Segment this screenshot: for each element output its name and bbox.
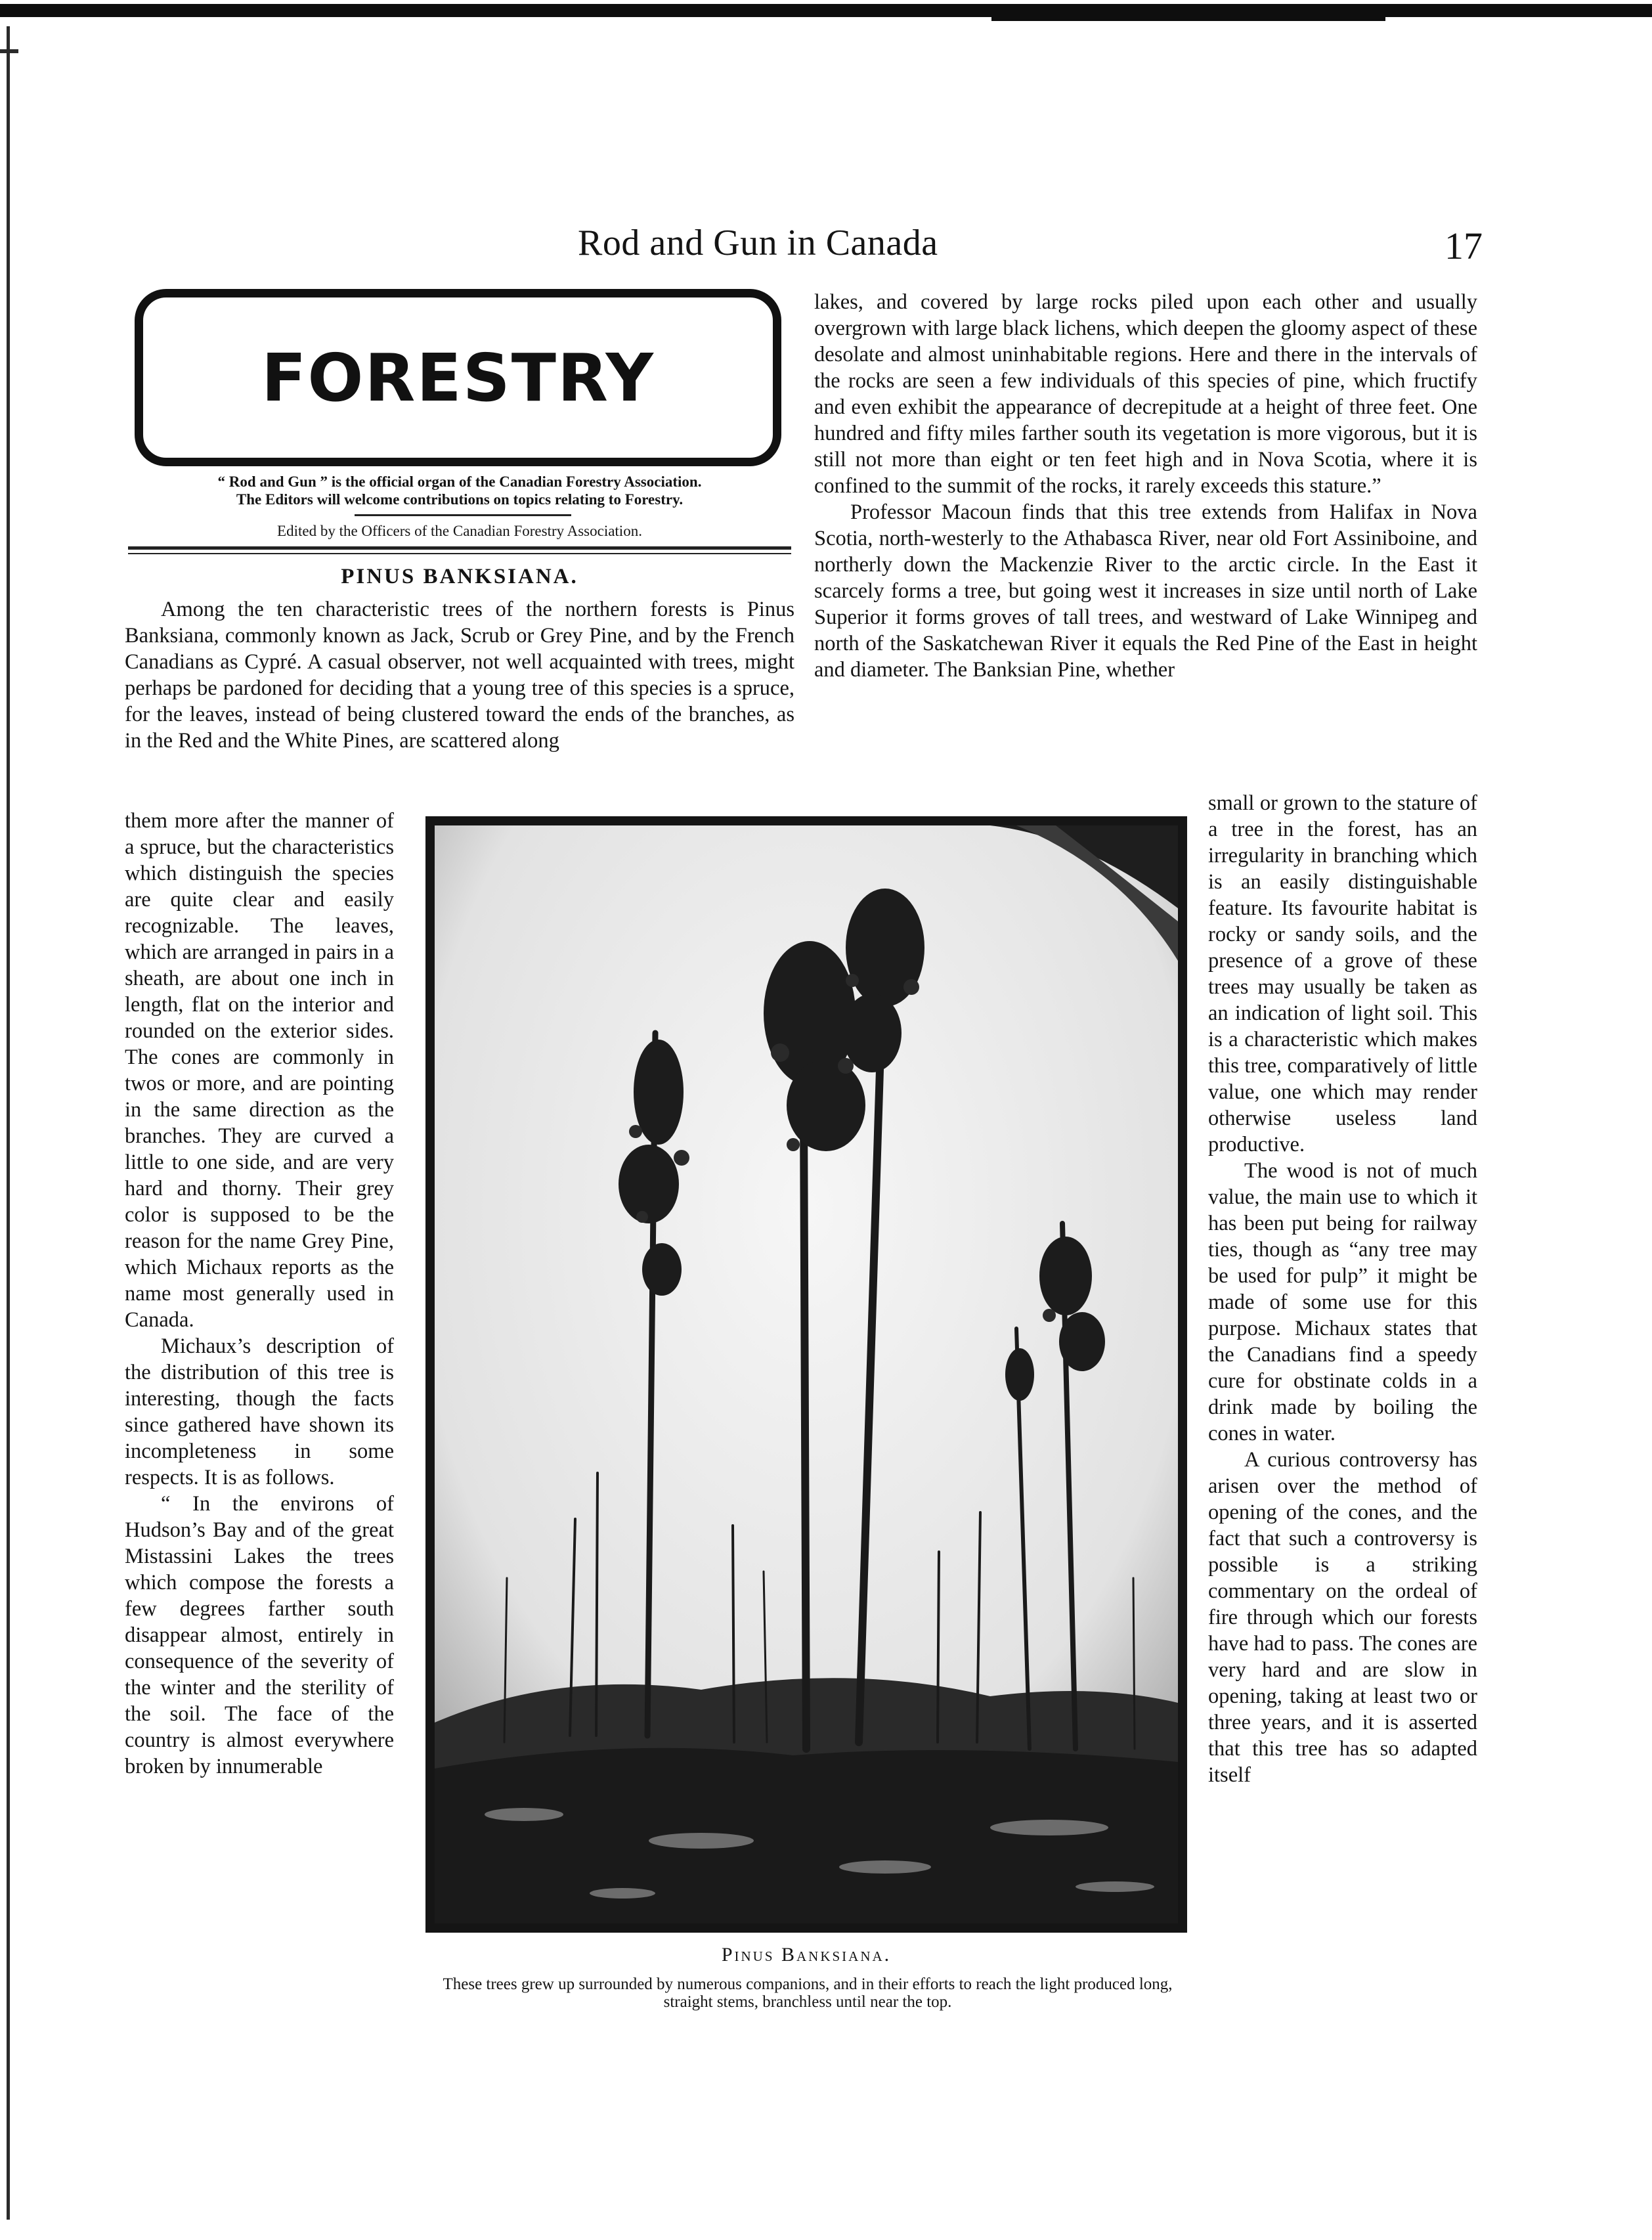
page-number: 17: [1445, 225, 1483, 267]
section-divider-thin: [128, 553, 791, 554]
notice-line-2: The Editors will welcome contributions on topics relating to Forestry.: [236, 491, 684, 508]
paragraph: Professor Macoun finds that this tree extends from Halifax in Nova Scotia, north-westerly to the Athabasca River, near old Fort Assiniboine, and northerly down the Mackenzie River to the arctic circle. In the East it scarcely forms a tree, but going west it increases in size until north of Lake Superior it forms groves of tall trees, and westward of Lake Winnipeg and north of the Saskatchewan River it equals the Red Pine of the East in height and diameter. The Banksian Pine, whether: [814, 500, 1477, 682]
paragraph: Among the ten characteristic trees of the northern forests is Pinus Banksiana, commonly known as Jack, Scrub or Grey Pine, and by the French Canadians as Cypré. A casual observer, not well acquainted with trees, might perhaps be pardoned for deciding that a young tree of this species is a spruce, for the leaves, instead of being clustered toward the ends of the branches, as in the Red and the White Pines, are scattered along: [125, 598, 794, 753]
association-notice: [125, 473, 794, 508]
right-column-intro: [814, 289, 1477, 683]
edited-by-line: Edited by the Officers of the Canadian Forestry Association.: [277, 523, 642, 539]
paragraph: them more after the manner of a spruce, but the characteristics which distinguish the species are quite clear and easily recognizable. The leaves, which are arranged in pairs in a sheath, are about one inch in length, flat on the interior and rounded on the exterior sides. The cones are commonly in twos or more, and are pointing in the same direction as the branches. They are curved a little to one side, and are very hard and thorny. Their grey color is supposed to be the reason for the name Grey Pine, which Michaux reports as the name most generally used in Canada.: [125, 809, 394, 1332]
right-column-narrow: [1208, 790, 1477, 1788]
pine-photograph: [425, 816, 1187, 1933]
top-border-bar: [0, 4, 1652, 17]
figure-caption-text: These trees grew up surrounded by numerous companions, and in their efforts to reach the light produced long, straight stems, branchless until near the top.: [443, 1975, 1173, 2011]
paragraph: Michaux’s description of the distribution of this tree is interesting, though the facts since gathered have shown its incompleteness in some respects. It is as follows.: [125, 1334, 394, 1489]
left-margin-tick: [0, 49, 18, 53]
forestry-heading-box: [135, 289, 781, 466]
forestry-heading: FORESTRY: [261, 339, 655, 416]
figure-caption-title: Pinus Banksiana.: [721, 1944, 892, 1965]
paragraph: lakes, and covered by large rocks piled upon each other and usually overgrown with large black lichens, which deepen the gloomy aspect of these desolate and almost uninhabitable regions. Here and there in the intervals of the rocks are seen a few individuals of this species of pine, which fructify and even exhibit the appearance of decrepitude at a height of three feet. One hundred and fifty miles farther south its vegetation is more vigorous, but it is still not more than eight or ten feet high and in Nova Scotia, where it is confined to the summit of the rocks, it rarely exceeds this stature.”: [814, 290, 1477, 498]
left-column-intro: [125, 596, 794, 754]
notice-line-1: “ Rod and Gun ” is the official organ of the Canadian Forestry Association.: [217, 473, 702, 490]
notice-divider: [355, 514, 571, 516]
left-column-narrow: [125, 808, 394, 1780]
section-divider: [128, 546, 791, 550]
paragraph: small or grown to the stature of a tree in the forest, has an irregularity in branching which is an easily distinguishable feature. Its favourite habitat is rocky or sandy soils, and the presence of a grove of these trees may usually be taken as an indication of light soil. This is a characteristic which makes this tree, comparatively of little value, one which may render otherwise useless land productive.: [1208, 791, 1477, 1156]
left-margin-rule: [7, 26, 10, 2220]
paragraph: “ In the environs of Hudson’s Bay and of the great Mistassini Lakes the trees which compose the forests a few degrees farther south disappear almost, entirely in consequence of the severity of the winter and the sterility of the soil. The face of the country is almost everywhere broken by innumerable: [125, 1492, 394, 1778]
paragraph: A curious controversy has arisen over the method of opening of the cones, and the fact that such a controversy is possible is a striking commentary on the ordeal of fire through which our forests have had to pass. The cones are very hard and are slow in opening, taking at least two or three years, and it is asserted that this tree has so adapted itself: [1208, 1448, 1478, 1787]
paragraph: The wood is not of much value, the main use to which it has been put being for railway ties, though as “any tree may be used for pulp” it might be made of some use for this purpose. Michaux states that the Canadians find a speedy cure for obstinate colds in a drink made by boiling the cones in water.: [1208, 1159, 1477, 1445]
pine-trees-image: [425, 816, 1187, 1933]
running-title: Rod and Gun in Canada: [578, 223, 938, 263]
top-border-accent: [991, 17, 1385, 21]
article-title: PINUS BANKSIANA.: [341, 565, 578, 588]
